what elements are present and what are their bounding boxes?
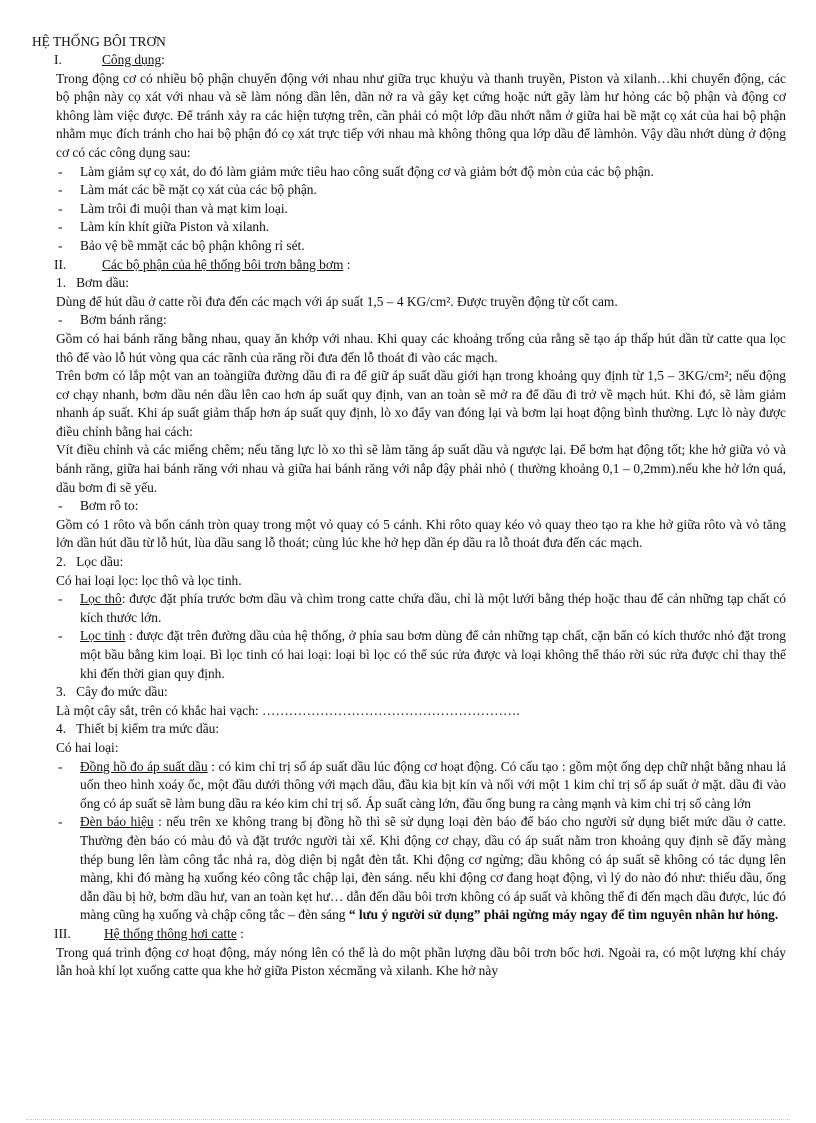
fine-filter-text: : được đặt trên đường dầu của hệ thống, ở phía sau bơm dùng để cản những tạp chất, cặn bẩn có kích thước nhỏ đặt trong một bầu bằng kim loại. Bì lọc tinh có hai loại: loại bì lọc có thể súc rửa được và loại không thể tháo rời súc rửa được chỉ thay thế khi đến thời gian quy định.	[80, 628, 786, 681]
section-2-colon: :	[343, 256, 351, 272]
gauge-title: Thiết bị kiểm tra mức dầu:	[76, 721, 220, 737]
pump-heading	[56, 274, 786, 293]
section-1-intro: Trong động cơ có nhiều bộ phận chuyển động với nhau như giữa trục khuỷu và thanh truyền, Piston và xilanh…khi chuyển động, các bộ phận này cọ xát với nhau và sẽ làm nóng dần lên, dãn nở ra và gây kẹt cứng hoặc nứt gãy làm hư hỏng các bộ phận và động cơ không làm việc được. Để tránh xảy ra các hiện tượng trên, cần phải có một lớp dầu nhớt nằm ở giữa hai bề mặt cọ xát của hai bộ phận nhằm mục đích tránh cho hai bộ phận đó cọ xát trực tiếp với nhau mà không thông qua lớp dầu để làmhỏn. Vậy dầu nhớt dùng ở động cơ có các công dụng sau:	[56, 70, 786, 160]
document-title: HỆ THỐNG BÔI TRƠN	[32, 34, 166, 49]
list-item-text: Làm giảm sự cọ xát, do đó làm giảm mức tiêu hao công suất động cơ và giảm bớt độ mòn của các bộ phận.	[80, 163, 654, 179]
filter-intro: Có hai loại lọc: lọc thô và lọc tinh.	[56, 572, 242, 588]
section-3-number: III.	[54, 925, 71, 941]
dash-bullet: -	[58, 312, 63, 328]
coarse-filter-text: : được đặt phía trước bơm dầu và chìm trong catte chứa dầu, chỉ là một lưới bằng thép hoặc thau để cản những tạp chất có kích thước lớn.	[80, 591, 786, 625]
filter-title: Lọc dầu:	[76, 554, 124, 570]
rotor-pump-title: Bơm rô to:	[80, 498, 139, 514]
dash-bullet: -	[58, 498, 63, 514]
document-body	[56, 51, 786, 981]
list-item	[56, 200, 786, 219]
rotor-pump-description: Gồm có 1 rôto và bốn cánh tròn quay trong một vỏ quay có 5 cánh. Khi rôto quay kéo vỏ quay theo tạo ra khe hở giữa rôto và vỏ tăng lớn dần hút dầu từ lỗ hút, lùa dầu sang lỗ thoát; cùng lúc khe hở hẹp dần ép dầu ra lỗ thoát đưa đến các mạch.	[56, 516, 786, 551]
gear-pump-paragraph-1: Gồm có hai bánh răng bằng nhau, quay ăn khớp với nhau. Khi quay các khoảng trống của rằng sẽ tạo áp thấp hút dần từ catte qua lọc thô để vào lỗ hút vòng qua các rãnh của răng rồi đưa đến lỗ thoát đi vào các mạch.	[56, 330, 786, 365]
gear-pump-paragraph-2: Trên bơm có lắp một van an toàngiữa đường dầu đi ra để giữ áp suất dầu giới hạn trong khoảng quy định từ 1,5 – 3KG/cm²; nếu động cơ chạy nhanh, bơm dầu nén dầu lên cao hơn áp suất quy định, van an toàn sẽ mở ra để dầu đi trở về mạch hút. Khi đó, sẽ làm giảm nhanh áp suất. Khi áp suất giảm thấp hơn áp suất quy định, lò xo đẩy van đóng lại và bơm lại hoạt động bình thường. Lực lò này được điều chỉnh bằng hai cách:	[56, 368, 786, 439]
warning-lamp-text: : nếu trên xe không trang bị đồng hồ thì sẽ sử dụng loại đèn báo để báo cho người sử dụng biết mức dầu ở catte. Thường đèn báo có màu đỏ và đặt trước người tài xế. Khi động cơ chạy, dầu có áp suất nằm tron khoảng quy định sẽ đẩy màng thép bung lên làm công tắc nhả ra, dòg diện bị ngắt đèn tắt. Khi động cơ ngừng; dầu không có áp suất sẽ không có tác dụng lên màng, khi đó màng hạ xuống kéo công tắc chập lại, đèn sáng. nếu khi động cơ đang hoạt động, vì lý do nào đó như: thiếu dầu, ống dẫn dầu bị hở, bơm dầu hư, van an toàn kẹt hư… dẫn đến dầu bôi trơn không có áp suất và không thể đi đến mạch dầu được, lúc đó màng cũng hạ xuống và chập công tắc – đèn sáng	[80, 814, 786, 923]
section-2-heading	[54, 256, 786, 275]
pressure-meter-text: : có kim chỉ trị số áp suất dầu lúc động cơ hoạt động. Có cấu tạo : gồm một ống dẹp chữ nhật bằng nhau lá uốn theo hình xoáy ốc, một đầu dưới thông với mạch dầu, đầu kia bịt kín và nối với một 1 kim chỉ trị số áp suất ở mặt. dầu đi vào ống có áp suất sẽ làm bung dầu ra kéo kim chỉ trị số. Áp suất càng lớn, đầu ống bung ra càng mạnh và kim chỉ trị số càng lớn	[80, 758, 786, 811]
list-item	[56, 163, 786, 182]
warning-lamp-bold-note: “ lưu ý người sử dụng” phải ngừng máy ngay để tìm nguyên nhân hư hỏng.	[348, 907, 779, 923]
rotor-pump-heading	[56, 497, 786, 516]
dash-bullet: -	[58, 237, 63, 253]
section-3-colon: :	[236, 925, 244, 941]
pressure-meter-label: Đồng hồ đo áp suất dầu	[80, 758, 208, 774]
dash-bullet: -	[58, 219, 63, 235]
list-item	[56, 237, 786, 256]
list-item-text: Làm mát các bề mặt cọ xát của các bộ phận.	[80, 182, 317, 198]
dash-bullet: -	[58, 200, 63, 216]
section-2-title: Các bộ phận của hệ thống bôi trơn bằng bơm	[102, 256, 344, 272]
list-item-text: Bảo vệ bề mmặt các bộ phận không rỉ sét.	[80, 237, 305, 253]
section-1-number: I.	[54, 52, 62, 67]
warning-lamp-label: Đèn báo hiệu	[80, 814, 154, 830]
section-2-number: II.	[54, 256, 67, 272]
section-1-heading	[54, 51, 786, 70]
section-3-title: Hệ thống thông hơi catte	[104, 925, 237, 941]
pump-number: 1.	[56, 275, 67, 291]
dipstick-title: Cây đo mức dầu:	[76, 684, 168, 700]
gear-pump-paragraph-3: Vít điều chỉnh và các miếng chêm; nếu tăng lực lò xo thì sẽ làm tăng áp suất dầu và ngược lại. Để bơm hạt động tốt; khe hở giữa vỏ và bánh răng, giữa hai bánh răng với nhau và giữa hai bánh răng với nắp đậy phải nhỏ ( thường khoảng 0,1 – 0,2mm).nếu khe hở lớn quá, dầu bơm đi sẽ yếu.	[56, 442, 786, 495]
gear-pump-title: Bơm bánh răng:	[80, 312, 167, 328]
dash-bullet: -	[58, 591, 63, 607]
section-3-text: Trong quá trình động cơ hoạt động, máy nóng lên có thể là do một phần lượng dầu bôi trơn bốc hơi. Ngoài ra, có một lượng khí cháy lẫn hoà khí lọt xuống catte qua khe hở giữa Piston xécmăng và xilanh. Khe hở này	[56, 944, 786, 979]
pressure-meter-item	[56, 758, 786, 814]
gauge-number: 4.	[56, 721, 67, 737]
fine-filter-label: Lọc tinh	[80, 628, 126, 644]
dipstick-heading	[56, 683, 786, 702]
dash-bullet: -	[58, 182, 63, 198]
dash-bullet: -	[58, 758, 63, 774]
dipstick-description: Là một cây sắt, trên có khắc hai vạch: ………………………………………………….	[56, 702, 520, 718]
dash-bullet: -	[58, 814, 63, 830]
dipstick-number: 3.	[56, 684, 67, 700]
page-bottom-border	[26, 1119, 790, 1120]
list-item	[56, 218, 786, 237]
section-1-title: Công dụng	[102, 52, 162, 67]
fine-filter-item	[56, 627, 786, 683]
gear-pump-heading	[56, 311, 786, 330]
dash-bullet: -	[58, 163, 63, 179]
coarse-filter-label: Lọc thô	[80, 591, 122, 607]
list-item-text: Làm kín khít giữa Piston và xilanh.	[80, 219, 270, 235]
list-item-text: Làm trôi đi muội than và mạt kim loại.	[80, 200, 288, 216]
section-3-heading	[54, 925, 786, 944]
coarse-filter-item	[56, 590, 786, 627]
section-1-colon: :	[161, 52, 165, 67]
filter-heading	[56, 553, 786, 572]
filter-number: 2.	[56, 554, 67, 570]
gauge-heading	[56, 720, 786, 739]
list-item	[56, 181, 786, 200]
pump-title: Bơm dầu:	[76, 275, 129, 291]
gauge-intro: Có hai loại:	[56, 739, 119, 755]
pump-description: Dùng để hút dầu ở catte rồi đưa đến các mạch với áp suất 1,5 – 4 KG/cm². Được truyền động từ cốt cam.	[56, 293, 618, 309]
warning-lamp-item	[56, 813, 786, 925]
dash-bullet: -	[58, 628, 63, 644]
